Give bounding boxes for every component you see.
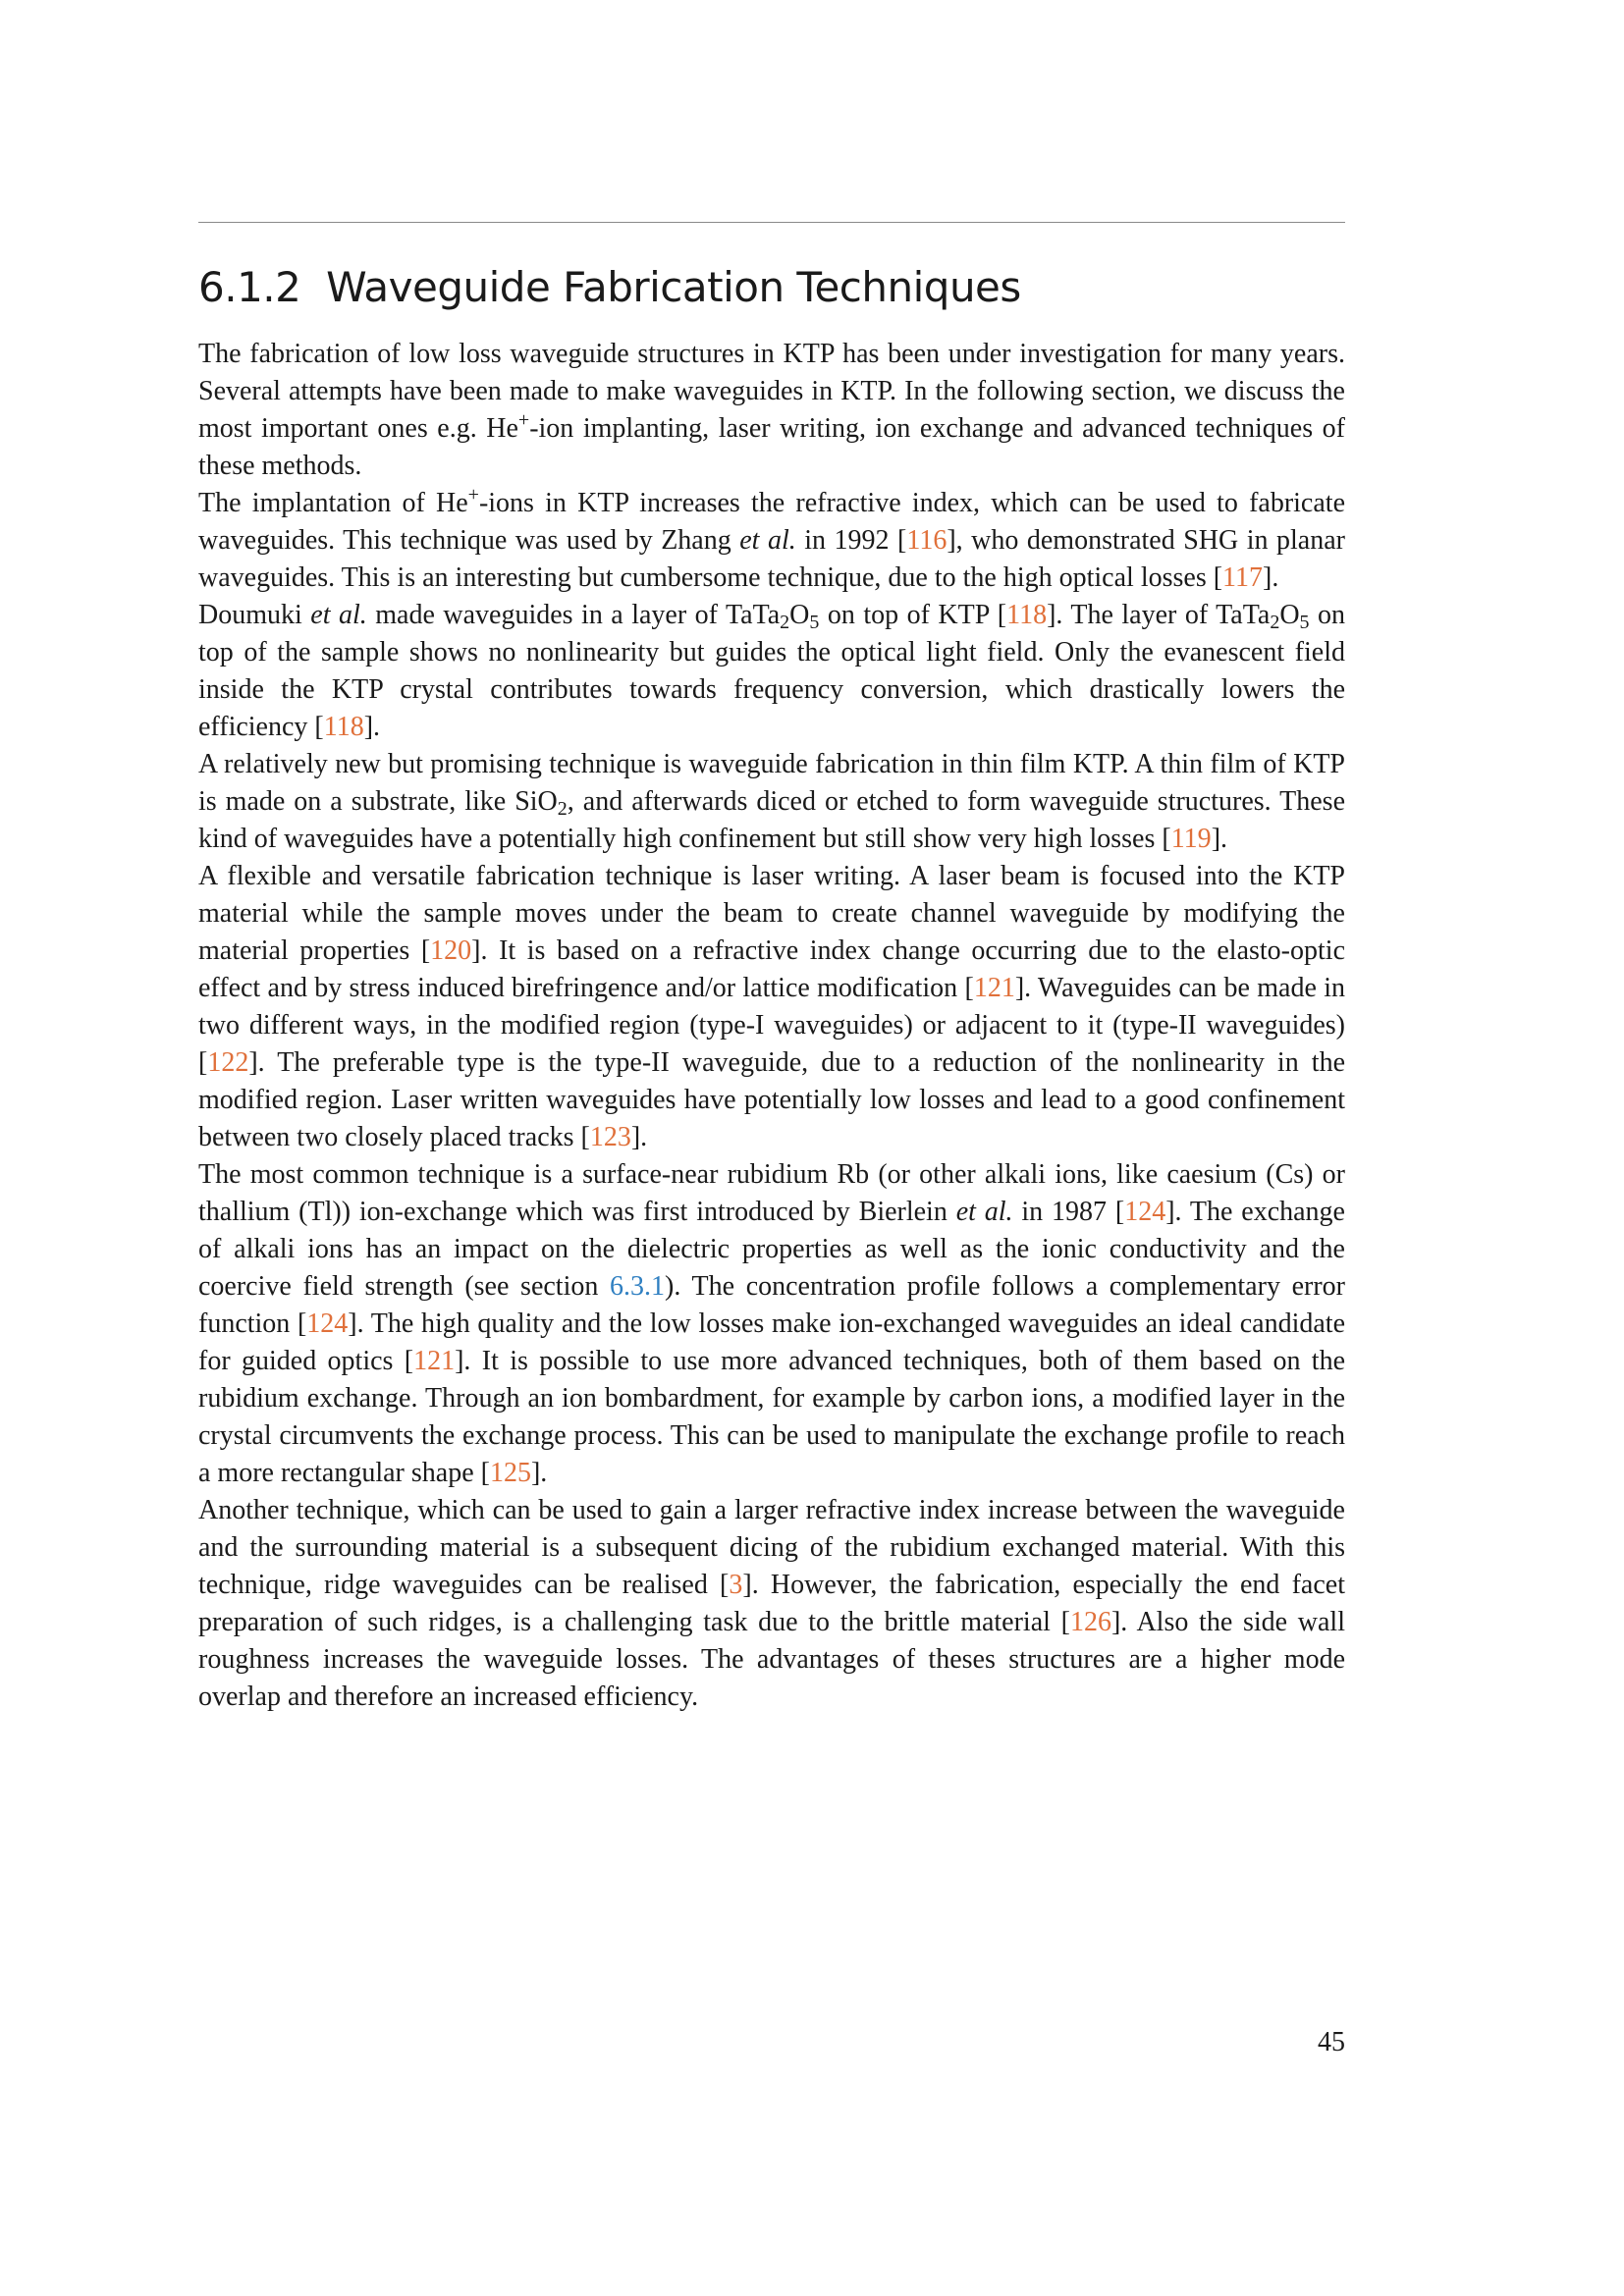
citation-124[interactable]: 124: [306, 1308, 349, 1339]
citation-121[interactable]: 121: [413, 1346, 456, 1376]
citation-119[interactable]: 119: [1170, 824, 1212, 854]
paragraph-implantation: The implantation of He+-ions in KTP increases the refractive index, which can be used to fabricate waveguides. This technique was used by Zhang et al. in 1992 [116], who demonstrated SHG in planar waveguides. This is an interesting but cumbersome technique, due to the high optical losses [117].: [198, 484, 1345, 593]
et-al: et al.: [310, 600, 367, 630]
paragraph-laser-writing: A flexible and versatile fabrication technique is laser writing. A laser beam is focused into the KTP material while the sample moves under the beam to create channel waveguide by modifying the material properties [120]. It is based on a refractive index change occurring due to the elasto-optic effect and by stress induced birefringence and/or lattice modification [121]. Waveguides can be made in two different ways, in the modified region (type-I waveguides) or adjacent to it (type-II waveguides) [122]. The preferable type is the type-II waveguide, due to a reduction of the nonlinearity in the modified region. Laser written waveguides have potentially low losses and lead to a good confinement between two closely placed tracks [123].: [198, 861, 1345, 1152]
citation-120[interactable]: 120: [430, 935, 472, 966]
citation-117[interactable]: 117: [1222, 562, 1264, 593]
paragraph-thin-film: A relatively new but promising technique is waveguide fabrication in thin film KTP. A thin film of KTP is made on a substrate, like SiO$_2$, and afterwards diced or etched to form waveguide structures. These kind of waveguides have a potentially high confinement but still show very high losses [119].: [198, 749, 1345, 854]
citation-118[interactable]: 118: [1006, 600, 1048, 630]
citation-126[interactable]: 126: [1069, 1607, 1111, 1637]
page-number: 45: [1318, 2027, 1345, 2057]
paragraph-intro: The fabrication of low loss waveguide structures in KTP has been under investigation for many years. Several attempts have been made to make waveguides in KTP. In the following section, we discuss the most important ones e.g. He+-ion implanting, laser writing, ion exchange and advanced techniques of these methods.: [198, 339, 1345, 481]
chem-ta: Ta: [1242, 600, 1271, 630]
citation-124[interactable]: 124: [1124, 1197, 1166, 1227]
paragraph-ion-exchange: The most common technique is a surface-near rubidium Rb (or other alkali ions, like caesium (Cs) or thallium (Tl)) ion-exchange which was first introduced by Bierlein et al. in 1987 [124]. The exchange of alkali ions has an impact on the dielectric properties as well as the ionic conductivity and the coercive field strength (see section 6.3.1). The concentration profile follows a complementary error function [124]. The high quality and the low losses make ion-exchanged waveguides an ideal candidate for guided optics [121]. It is possible to use more advanced techniques, both of them based on the rubidium exchange. Through an ion bombardment, for example by carbon ions, a modified layer in the crystal circumvents the exchange process. This can be used to manipulate the exchange profile to reach a more rectangular shape [125].: [198, 1159, 1346, 1488]
citation-123[interactable]: 123: [589, 1122, 631, 1152]
body-text: [198, 336, 1345, 1716]
citation-116[interactable]: 116: [906, 525, 947, 556]
section-number: 6.1.2: [198, 263, 301, 311]
section-title: Waveguide Fabrication Techniques: [326, 263, 1021, 311]
citation-125[interactable]: 125: [489, 1458, 531, 1488]
citation-3[interactable]: 3: [729, 1570, 743, 1600]
citation-121[interactable]: 121: [973, 973, 1015, 1003]
section-link-6-3-1[interactable]: 6.3.1: [610, 1271, 666, 1302]
header-rule: [198, 222, 1345, 223]
citation-118[interactable]: 118: [323, 712, 364, 742]
paragraph-ridge: Another technique, which can be used to gain a larger refractive index increase between the waveguide and the surrounding material is a subsequent dicing of the rubidium exchanged material. With this technique, ridge waveguides can be realised [3]. However, the fabrication, especially the end facet preparation of such ridges, is a challenging task due to the brittle material [126]. Also the side wall roughness increases the waveguide losses. The advantages of theses structures are a higher mode overlap and therefore an increased efficiency.: [198, 1495, 1345, 1712]
citation-122[interactable]: 122: [207, 1047, 249, 1078]
section-heading: [198, 263, 1021, 311]
et-al: et al.: [955, 1197, 1013, 1227]
chem-ta: Ta: [752, 600, 781, 630]
et-al: et al.: [739, 525, 796, 556]
paragraph-ta2o5: Doumuki et al. made waveguides in a layer of $TaTa_2O_5$ on top of KTP [118]. The layer of $TaTa_2O_5$ on top of the sample shows no nonlinearity but guides the optical light field. Only the evanescent field inside the KTP crystal contributes towards frequency conversion, which drastically lowers the efficiency [118].: [198, 600, 1346, 742]
